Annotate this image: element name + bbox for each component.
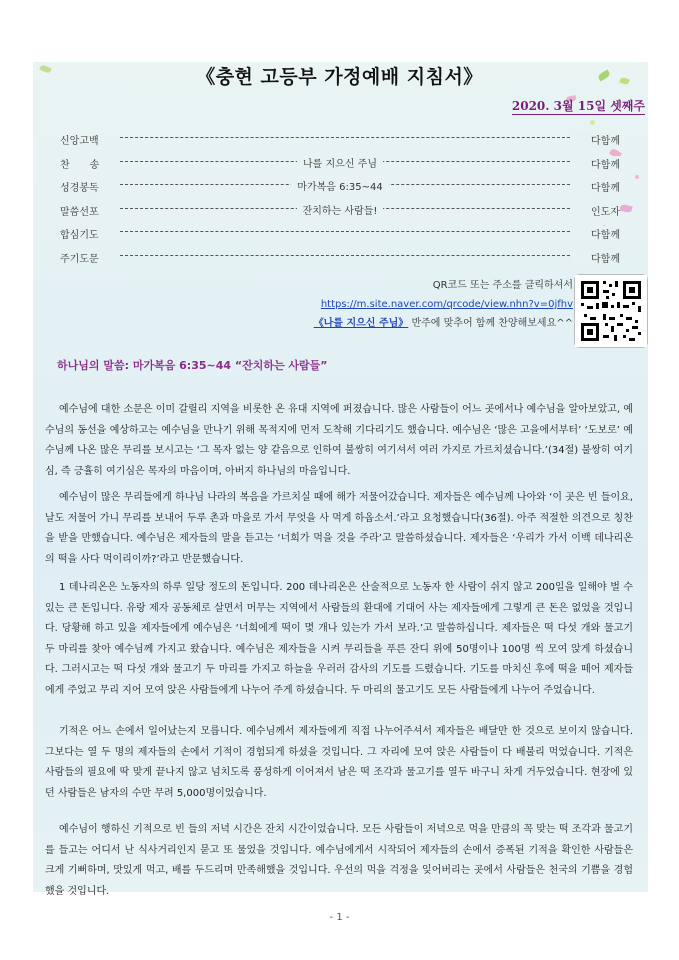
page-number: - 1 - <box>329 912 350 923</box>
page-title: 《충현 고등부 가정예배 지침서》 <box>196 66 483 88</box>
order-row-hymn <box>60 152 620 176</box>
sermon-paragraph: 예수님에 대한 소문은 이미 갈릴리 지역을 비롯한 온 유대 지역에 퍼졌습니다. 많은 사람들이 어느 곳에서나 예수님을 알아보았고, 예수님의 동선을 예상하고는 예수님을 만나기 위해 목적지에 먼저 도착해 기다리기도 했습니다. 예수님은 ‘많은 고을에서부터’ ‘도보로’ 예수님께 나온 많은 무리를 보시고는 ‘그 목자 없는 양 같음으로 인하여 불쌍히 여기셔서 여러 가지로 가르치셨습니다.’(34절) 불쌍히 여기심, 즉 긍휼히 여기심은 목자의 마음이며, 아버지 하나님의 마음입니다. <box>45 404 633 477</box>
qr-url-link[interactable]: https://m.site.naver.com/qrcode/view.nhn?v=0jfhv <box>320 299 573 310</box>
sermon-heading: 하나님의 말씀: 마가복음 6:35~44 “잔치하는 사람들” <box>57 359 328 372</box>
order-label: 성경봉독 <box>60 183 99 194</box>
order-label: 신앙고백 <box>60 136 99 147</box>
qr-instruction-text: QR코드 또는 주소를 클릭하셔서 <box>432 280 573 291</box>
order-label: 말씀선포 <box>60 206 99 218</box>
worship-date: 2020. 3월 15일 셋째주 <box>511 99 645 113</box>
order-row-sermon <box>60 199 620 223</box>
order-leader: 다함께 <box>572 156 620 171</box>
order-row-confession <box>60 128 620 152</box>
qr-code-icon[interactable] <box>574 274 648 348</box>
sermon-paragraph: 예수님이 많은 무리들에게 하나님 나라의 복음을 가르치실 때에 해가 저물어갔습니다. 제자들은 예수님께 나아와 ‘이 곳은 빈 들이요, 날도 저물어 가니 무리를 보내어 두루 촌과 마을로 가서 무엇을 사 먹게 하옵소서.’라고 요청했습니다(36절). 아주 적절한 의견으로 칭찬을 받을 만했습니다. 예수님은 제자들의 말을 듣고는 ‘너희가 먹을 것을 주라’고 말씀하셨습니다. 제자들은 ‘우리가 가서 이백 데나리온의 떡을 사다 먹이리이까?’라고 반문했습니다. <box>45 492 633 565</box>
order-leader: 다함께 <box>572 132 620 147</box>
order-content: 나를 지으신 주님 <box>297 159 383 170</box>
order-label: 합심기도 <box>60 230 99 241</box>
sermon-paragraph: 예수님이 행하신 기적으로 빈 들의 저녁 시간은 잔치 시간이었습니다. 모든 사람들이 저녁으로 먹을 만큼의 꼭 맞는 떡 조각과 물고기를 들고는 어디서 난 식사거리인지 묻고 또 물었을 것입니다. 예수님에게서 시작되어 제자들의 손에서 증폭된 기적을 확인한 사람들은 크게 기뻐하며, 맛있게 먹고, 배를 두드리며 만족해했을 것입니다. 우선의 먹을 걱정을 잊어버리는 곳에서 사람들은 천국의 기쁨을 경험했을 것입니다. <box>45 824 633 897</box>
order-leader: 인도자 <box>572 203 620 218</box>
order-row-prayer <box>60 222 620 246</box>
order-leader: 다함께 <box>572 226 620 241</box>
worship-order-list <box>60 128 620 269</box>
order-row-lords-prayer <box>60 246 620 270</box>
sermon-paragraph: 기적은 어느 손에서 일어났는지 모릅니다. 예수님께서 제자들에게 직접 나누어주셔서 제자들은 배달만 한 것으로 보이지 않습니다. 그보다는 열 두 명의 제자들의 손에서 기적이 경험되게 하셨을 것입니다. 그 자리에 모여 앉은 사람들이 다 배불리 먹었습니다. 기적은 사람들의 필요에 딱 맞게 끝나지 않고 넘치도록 풍성하게 이어져서 남은 떡 조각과 물고기를 열두 바구니 차게 거두었습니다. 현장에 있던 사람들은 남자의 수만 무려 5,000명이었습니다. <box>45 726 633 799</box>
order-label: 찬 송 <box>60 159 100 171</box>
song-link[interactable]: 《나를 지으신 주님》 <box>313 318 409 329</box>
song-instruction: 반주에 맞추어 함께 찬양해보세요^^ <box>408 318 573 329</box>
qr-instructions <box>314 276 573 333</box>
order-content: 잔치하는 사람들! <box>297 206 384 217</box>
order-leader: 다함께 <box>572 179 620 194</box>
order-row-scripture <box>60 175 620 199</box>
order-label: 주기도문 <box>60 253 99 265</box>
order-content: 마가복음 6:35~44 <box>291 182 388 193</box>
order-leader: 다함께 <box>572 250 620 265</box>
sermon-paragraph: 1 데나리온은 노동자의 하루 일당 정도의 돈입니다. 200 데나리온은 산술적으로 노동자 한 사람이 쉬지 않고 200일을 일해야 벌 수 있는 큰 돈입니다. 유랑 제자 공동체로 살면서 머무는 지역에서 사람들의 환대에 기대어 사는 제자들에게 그렇게 큰 돈은 없었을 것입니다. 당황해 하고 있을 제자들에게 예수님은 ‘너희에게 떡이 몇 개나 있는가 가서 보라.’고 말씀하십니다. 제자들은 떡 다섯 개와 물고기 두 마리를 찾아 예수님께 가지고 왔습니다. 예수님은 제자들을 시켜 무리들을 푸른 잔디 위에 50명이나 100명 씩 모여 앉게 하셨습니다. 그러시고는 떡 다섯 개와 물고기 두 마리를 가지고 하늘을 우러러 감사의 기도를 드렸습니다. 기도를 마치신 후에 떡을 떼어 제자들에게 주었고 무리 지어 모여 앉은 사람들에게 나누어 주게 하셨습니다. 두 마리의 물고기도 모든 사람들에게 나누어 주었습니다. <box>45 582 633 696</box>
